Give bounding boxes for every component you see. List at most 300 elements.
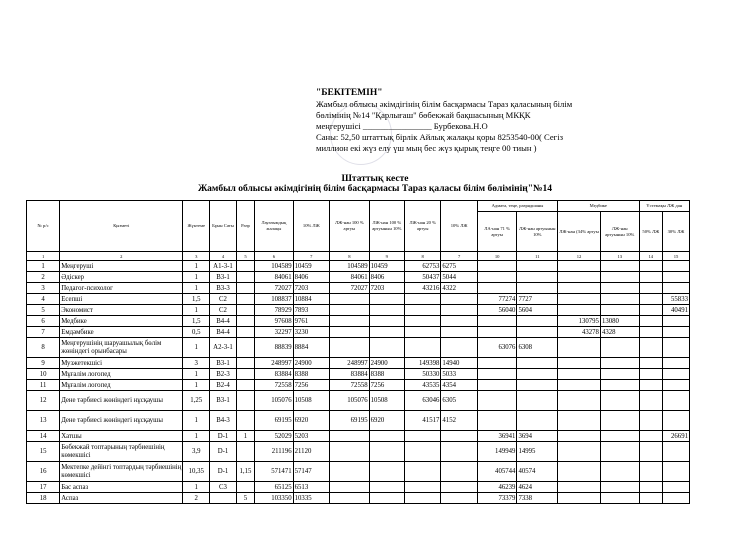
header-cell: ЛЖ-нан 20 % артуы [405, 201, 441, 252]
table-cell [639, 493, 663, 504]
table-cell: 10459 [293, 261, 329, 272]
table-cell: В4-4 [210, 316, 237, 327]
table-cell [663, 380, 690, 391]
table-cell [663, 482, 690, 493]
table-cell [405, 442, 441, 462]
table-cell: 5203 [293, 431, 329, 442]
table-cell: 3230 [293, 327, 329, 338]
header-cell: № р/с [27, 201, 60, 252]
table-cell [600, 391, 639, 411]
position-name-cell: Хатшы [60, 431, 183, 442]
table-cell: 77274 [477, 294, 517, 305]
header-cell: ЛЖ-нан 100 % артуынын 10% [369, 201, 404, 252]
column-number: 8 [405, 252, 441, 261]
approval-block [316, 88, 616, 154]
table-cell: 7203 [293, 283, 329, 294]
table-row [27, 411, 690, 431]
table-cell: 4 [27, 294, 60, 305]
column-number: 11 [517, 252, 558, 261]
position-name-cell: Меңгерушінің шаруашылық бөлім жөніндегі орынбасары [60, 338, 183, 358]
table-cell [639, 431, 663, 442]
table-cell [236, 272, 254, 283]
column-number: 10 [477, 252, 517, 261]
table-cell [441, 316, 477, 327]
table-cell: В3-1 [210, 391, 237, 411]
header-cell: 30% ЛЖ [663, 212, 690, 252]
table-cell [330, 294, 370, 305]
table-cell [639, 338, 663, 358]
table-cell [558, 272, 601, 283]
header-cell: Лауазымдық жалақы [255, 201, 294, 252]
table-cell: 83884 [255, 369, 294, 380]
table-cell: 1 [183, 272, 210, 283]
table-cell [558, 358, 601, 369]
table-cell: 1 [183, 380, 210, 391]
column-number: 13 [600, 252, 639, 261]
table-cell: 84061 [255, 272, 294, 283]
table-cell: 83884 [330, 369, 370, 380]
table-cell [663, 369, 690, 380]
position-name-cell: Аспаз [60, 493, 183, 504]
table-cell [517, 316, 558, 327]
table-cell [600, 283, 639, 294]
table-cell: 149398 [405, 358, 441, 369]
table-cell [330, 462, 370, 482]
position-name-cell: Бөбекжай топтарының тәрбиешінің көмекшісі [60, 442, 183, 462]
table-cell: 1 [183, 283, 210, 294]
header-cell: ЛЖ-нан артуынын 10% [517, 212, 558, 252]
table-cell: 104589 [330, 261, 370, 272]
table-cell: 10 [27, 369, 60, 380]
table-cell: 211196 [255, 442, 294, 462]
table-cell [441, 338, 477, 358]
table-cell [405, 294, 441, 305]
table-cell: 3694 [517, 431, 558, 442]
table-cell: 6920 [369, 411, 404, 431]
table-cell: 72027 [330, 283, 370, 294]
table-cell [369, 493, 404, 504]
table-cell [330, 305, 370, 316]
table-cell: 6275 [441, 261, 477, 272]
table-row [27, 493, 690, 504]
table-cell: 5033 [441, 369, 477, 380]
table-cell [600, 272, 639, 283]
table-cell [236, 327, 254, 338]
table-cell [330, 338, 370, 358]
table-cell [477, 283, 517, 294]
table-cell: 1,5 [183, 316, 210, 327]
table-row [27, 442, 690, 462]
table-cell: 1 [183, 482, 210, 493]
table-cell: 5604 [517, 305, 558, 316]
table-row [27, 380, 690, 391]
position-name-cell: Емдәмбике [60, 327, 183, 338]
table-cell [517, 358, 558, 369]
table-row [27, 338, 690, 358]
table-cell: 7 [27, 327, 60, 338]
table-cell [369, 482, 404, 493]
table-cell [558, 261, 601, 272]
position-name-cell: Медбике [60, 316, 183, 327]
table-cell [663, 338, 690, 358]
table-cell: 63076 [477, 338, 517, 358]
table-cell: 57147 [293, 462, 329, 482]
table-cell [369, 305, 404, 316]
table-cell: 248997 [330, 358, 370, 369]
position-name-cell: Мұғалім логопед [60, 369, 183, 380]
table-cell [600, 462, 639, 482]
table-cell [663, 411, 690, 431]
table-cell: D-1 [210, 462, 237, 482]
table-cell [405, 431, 441, 442]
table-cell: 24900 [293, 358, 329, 369]
table-cell: 43278 [558, 327, 601, 338]
table-cell [236, 283, 254, 294]
table-cell: 24900 [369, 358, 404, 369]
table-cell: 10335 [293, 493, 329, 504]
table-cell [558, 442, 601, 462]
table-cell: 18 [27, 493, 60, 504]
table-cell: 104589 [255, 261, 294, 272]
header-cell: Жүктеме [183, 201, 210, 252]
table-cell [236, 411, 254, 431]
table-cell [663, 462, 690, 482]
column-number: 4 [210, 252, 237, 261]
table-cell: 56040 [477, 305, 517, 316]
table-cell [441, 294, 477, 305]
table-cell [477, 391, 517, 411]
table-cell [663, 261, 690, 272]
table-cell: 10,35 [183, 462, 210, 482]
table-cell: 1,15 [236, 462, 254, 482]
table-cell: В3-3 [210, 283, 237, 294]
table-cell: 0,5 [183, 327, 210, 338]
table-cell: D-1 [210, 442, 237, 462]
table-cell [405, 482, 441, 493]
approval-line: Жамбыл облысы әкімдігінің білім басқармасы Тараз қаласының білім [316, 99, 573, 109]
table-row [27, 272, 690, 283]
table-cell: С3 [210, 482, 237, 493]
table-cell [441, 327, 477, 338]
table-cell: 46239 [477, 482, 517, 493]
table-cell [517, 283, 558, 294]
table-cell: 2 [27, 272, 60, 283]
table-row [27, 431, 690, 442]
table-cell: 65125 [255, 482, 294, 493]
table-cell: 6 [27, 316, 60, 327]
table-cell [517, 369, 558, 380]
table-cell [600, 411, 639, 431]
table-cell [517, 261, 558, 272]
table-cell [663, 327, 690, 338]
table-cell [441, 305, 477, 316]
table-cell: А2-3-1 [210, 338, 237, 358]
column-number: 3 [183, 252, 210, 261]
column-number: 5 [236, 252, 254, 261]
table-cell [663, 391, 690, 411]
column-number: 12 [558, 252, 601, 261]
column-number: 8 [330, 252, 370, 261]
table-cell [663, 358, 690, 369]
table-cell: 12 [27, 391, 60, 411]
table-cell: 72558 [330, 380, 370, 391]
table-cell [558, 338, 601, 358]
table-cell: 149949 [477, 442, 517, 462]
table-cell [663, 272, 690, 283]
position-name-cell: Дене тәрбиесі жөніндегі нұсқаушы [60, 411, 183, 431]
table-cell: 8 [27, 338, 60, 358]
position-name-cell: Педагог-психолог [60, 283, 183, 294]
table-cell: 73379 [477, 493, 517, 504]
table-cell [236, 338, 254, 358]
table-cell: 4328 [600, 327, 639, 338]
table-cell [600, 358, 639, 369]
table-cell: 36941 [477, 431, 517, 442]
position-name-cell: Экономист [60, 305, 183, 316]
table-cell: 8388 [369, 369, 404, 380]
group-header-medical: Медбике [558, 201, 639, 212]
table-cell: 571471 [255, 462, 294, 482]
table-cell: 40491 [663, 305, 690, 316]
table-cell [639, 462, 663, 482]
table-cell: D-1 [210, 431, 237, 442]
table-cell [517, 391, 558, 411]
table-cell [477, 369, 517, 380]
table-cell [236, 391, 254, 411]
table-cell: 3 [183, 358, 210, 369]
table-cell [330, 493, 370, 504]
table-cell: 4354 [441, 380, 477, 391]
table-cell [369, 327, 404, 338]
table-row [27, 316, 690, 327]
table-cell: 7338 [517, 493, 558, 504]
table-cell [405, 338, 441, 358]
table-cell: 105076 [255, 391, 294, 411]
table-cell [236, 261, 254, 272]
table-cell [600, 482, 639, 493]
table-cell: 3,9 [183, 442, 210, 462]
table-cell: 6305 [441, 391, 477, 411]
table-cell [405, 462, 441, 482]
header-cell: 10% ЛЖ [293, 201, 329, 252]
table-cell [600, 305, 639, 316]
table-cell: 69195 [255, 411, 294, 431]
table-cell: 69195 [330, 411, 370, 431]
table-cell: 8406 [293, 272, 329, 283]
table-cell: 6920 [293, 411, 329, 431]
table-cell: 6513 [293, 482, 329, 493]
table-cell [558, 391, 601, 411]
table-cell [600, 380, 639, 391]
approval-line: миллион екі жүз елу үш мың бес жүз қырық теңге 00 тиын ) [316, 143, 537, 153]
table-cell: 72027 [255, 283, 294, 294]
table-row [27, 327, 690, 338]
table-cell [441, 493, 477, 504]
table-cell: 32297 [255, 327, 294, 338]
table-cell: 10459 [369, 261, 404, 272]
column-number: 7 [293, 252, 329, 261]
table-cell: 1 [236, 431, 254, 442]
approval-line: меңгерушісі ________________ Бурбекова.Н.О [316, 121, 488, 131]
table-cell: 5044 [441, 272, 477, 283]
table-cell: 9761 [293, 316, 329, 327]
table-cell: 97608 [255, 316, 294, 327]
table-cell: 14940 [441, 358, 477, 369]
table-cell [517, 380, 558, 391]
table-cell [369, 442, 404, 462]
table-cell: 3 [27, 283, 60, 294]
table-cell [663, 316, 690, 327]
table-cell: В4-4 [210, 327, 237, 338]
table-cell [558, 431, 601, 442]
table-cell: В3-1 [210, 358, 237, 369]
table-cell [405, 316, 441, 327]
column-number: 2 [60, 252, 183, 261]
table-cell: 10508 [293, 391, 329, 411]
table-cell [477, 327, 517, 338]
table-cell: В3-1 [210, 272, 237, 283]
table-cell: 7203 [369, 283, 404, 294]
table-cell: 1 [183, 411, 210, 431]
table-cell: А1-3-1 [210, 261, 237, 272]
table-cell [639, 327, 663, 338]
table-cell [558, 294, 601, 305]
table-cell: 105076 [330, 391, 370, 411]
table-cell: 52029 [255, 431, 294, 442]
table-cell [236, 442, 254, 462]
table-cell: 1 [183, 338, 210, 358]
table-cell [639, 261, 663, 272]
position-name-cell: Мұғалім логопед [60, 380, 183, 391]
table-cell [369, 316, 404, 327]
table-cell: 13080 [600, 316, 639, 327]
table-cell [558, 380, 601, 391]
table-cell: 8388 [293, 369, 329, 380]
table-cell [441, 482, 477, 493]
table-cell: 7893 [293, 305, 329, 316]
column-number-row [27, 252, 690, 261]
table-cell: 1 [183, 305, 210, 316]
table-cell: 1 [183, 261, 210, 272]
table-cell: 55833 [663, 294, 690, 305]
position-name-cell: Әдіскер [60, 272, 183, 283]
position-name-cell: Меңгеруші [60, 261, 183, 272]
table-cell [639, 442, 663, 462]
table-cell [330, 327, 370, 338]
table-cell: 43535 [405, 380, 441, 391]
table-cell [369, 462, 404, 482]
column-number: 1 [27, 252, 60, 261]
table-cell: В2-3 [210, 369, 237, 380]
table-cell [236, 358, 254, 369]
table-cell [477, 316, 517, 327]
table-cell: 103350 [255, 493, 294, 504]
table-cell: 7256 [293, 380, 329, 391]
table-cell [236, 380, 254, 391]
table-cell: 13 [27, 411, 60, 431]
table-cell: В2-4 [210, 380, 237, 391]
table-cell: 1,25 [183, 391, 210, 411]
table-cell: 21120 [293, 442, 329, 462]
approval-line: Саны: 52,50 штаттық бірлік Айлық жалақы қоры 8253540-00( Сегіз [316, 132, 563, 142]
document-title: Штаттық кесте [341, 174, 409, 184]
table-cell: 26691 [663, 431, 690, 442]
table-cell: 5 [27, 305, 60, 316]
table-cell: 11 [27, 380, 60, 391]
table-cell [517, 272, 558, 283]
table-cell: 4152 [441, 411, 477, 431]
group-header-bonus: Үстемақы ЛЖ дан [639, 201, 689, 212]
table-cell [600, 338, 639, 358]
table-cell [639, 305, 663, 316]
table-row [27, 294, 690, 305]
table-cell [236, 294, 254, 305]
table-cell: 50330 [405, 369, 441, 380]
table-cell [330, 482, 370, 493]
table-cell [600, 369, 639, 380]
table-cell: 78929 [255, 305, 294, 316]
table-cell [330, 431, 370, 442]
table-cell [236, 369, 254, 380]
table-cell [405, 327, 441, 338]
table-cell [330, 316, 370, 327]
table-cell [639, 411, 663, 431]
table-cell: 7727 [517, 294, 558, 305]
table-cell: 10884 [293, 294, 329, 305]
table-cell: 43216 [405, 283, 441, 294]
table-cell [330, 442, 370, 462]
table-cell [441, 431, 477, 442]
header-cell: Бұын Саты [210, 201, 237, 252]
table-cell [369, 294, 404, 305]
table-cell [477, 358, 517, 369]
table-cell: 72558 [255, 380, 294, 391]
table-cell: 10508 [369, 391, 404, 411]
table-row [27, 462, 690, 482]
position-name-cell: Бас аспаз [60, 482, 183, 493]
column-number: 14 [639, 252, 663, 261]
table-cell: 50437 [405, 272, 441, 283]
position-name-cell: Мектепке дейінгі топтардың тәрбиешінің көмекшісі [60, 462, 183, 482]
header-cell: ЛЖ-нан (34% артуы [558, 212, 601, 252]
table-cell [441, 442, 477, 462]
table-cell: 40574 [517, 462, 558, 482]
table-cell [558, 305, 601, 316]
table-cell: 5 [236, 493, 254, 504]
table-cell: 1 [27, 261, 60, 272]
table-cell: 8406 [369, 272, 404, 283]
table-cell [639, 316, 663, 327]
table-row [27, 358, 690, 369]
column-number: 7 [441, 252, 477, 261]
table-cell [517, 411, 558, 431]
table-cell: 130795 [558, 316, 601, 327]
table-cell [558, 411, 601, 431]
table-cell [600, 442, 639, 462]
table-row [27, 261, 690, 272]
table-cell: 84061 [330, 272, 370, 283]
table-cell [517, 327, 558, 338]
table-cell [236, 316, 254, 327]
table-cell: С2 [210, 294, 237, 305]
table-cell: 248997 [255, 358, 294, 369]
group-header-adjustments: Адмата, теңе, разрядшаны [477, 201, 557, 212]
table-cell [663, 493, 690, 504]
position-name-cell: Музжетекшісі [60, 358, 183, 369]
table-cell [639, 391, 663, 411]
header-cell: Разр [236, 201, 254, 252]
table-cell [236, 482, 254, 493]
